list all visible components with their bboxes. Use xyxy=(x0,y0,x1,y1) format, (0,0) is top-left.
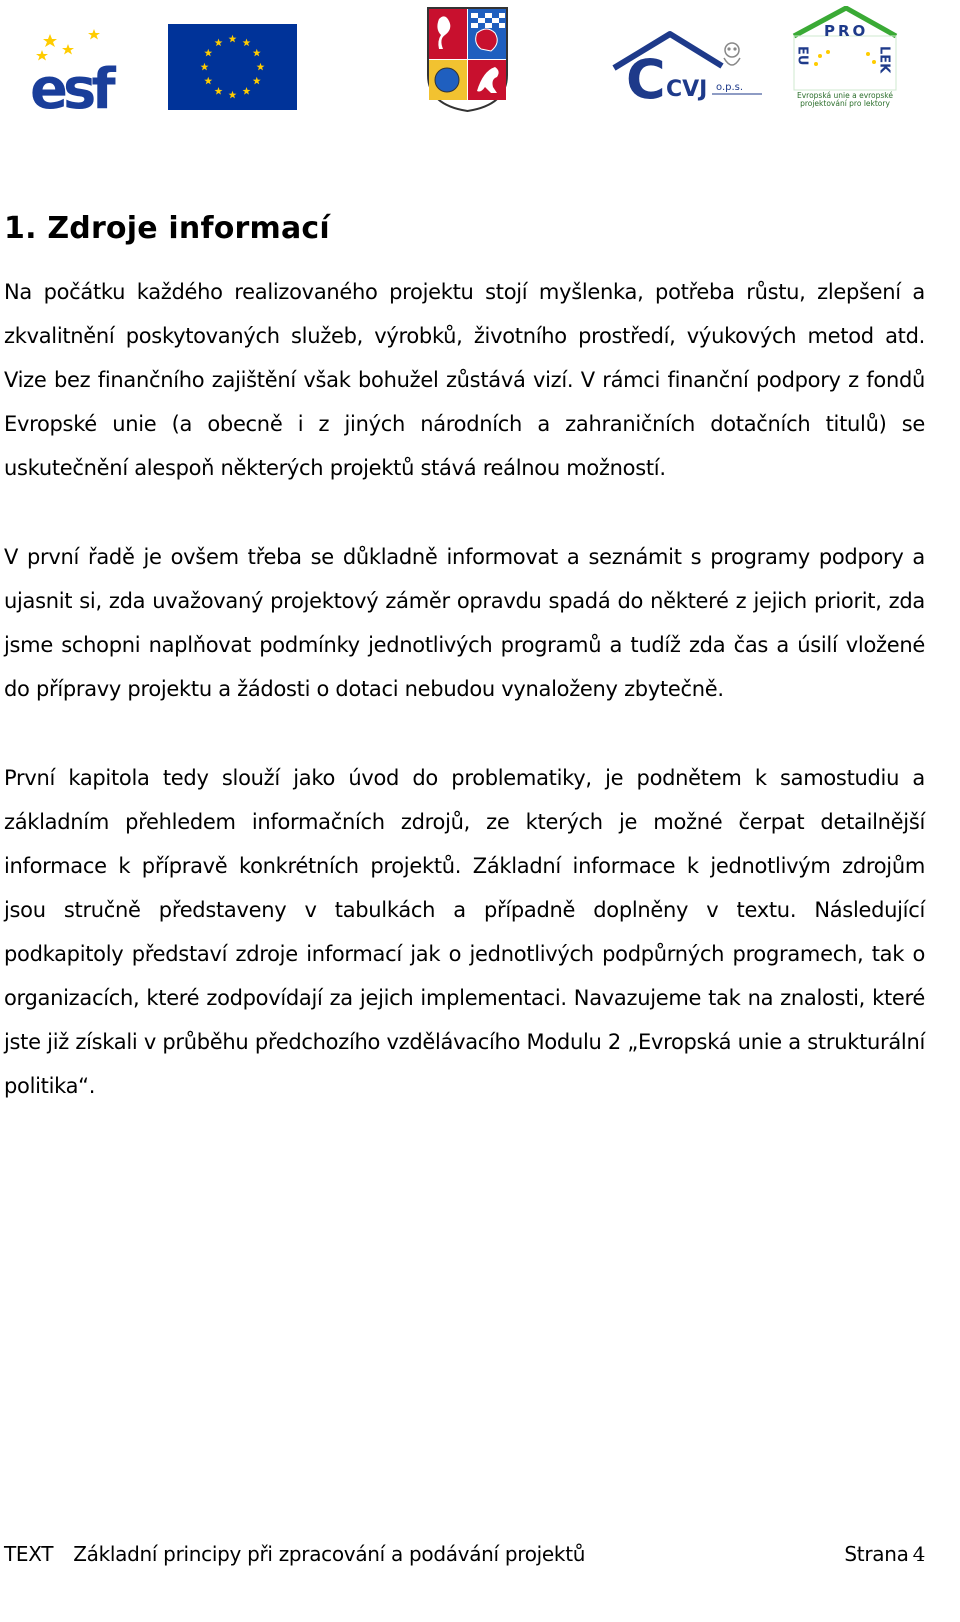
svg-text:Evropská unie a evropské: Evropská unie a evropské xyxy=(796,91,894,100)
eu-flag-logo xyxy=(168,24,297,110)
svg-text:esf: esf xyxy=(30,57,111,112)
eu-prolek-logo xyxy=(790,6,900,108)
svg-text:LEK: LEK xyxy=(876,46,892,74)
page-footer xyxy=(4,1540,925,1570)
ccvj-logo xyxy=(612,30,764,102)
footer-tag: TEXT xyxy=(4,1542,54,1566)
svg-text:CVJ: CVJ xyxy=(666,77,708,102)
esf-logo xyxy=(28,26,128,112)
footer-title: Základní principy při zpracování a podávání projektů xyxy=(73,1542,586,1566)
svg-text:PRO: PRO xyxy=(824,22,869,40)
svg-text:C: C xyxy=(626,48,666,102)
section-heading: 1. Zdroje informací xyxy=(4,211,330,246)
paragraph-chapter-overview: První kapitola tedy slouží jako úvod do problematiky, je podnětem k samostudiu a základním přehledem informačních zdrojů, ze kterých je možné čerpat detailnější informace k přípravě konkrétních projektů. Základní informace k jednotlivým zdrojům jsou stručně představeny v tabulkách a případně doplněny v textu. Následující podkapitoly představí zdroje informací jak o jednotlivých podpůrných programech, tak o organizacích, které zodpovídají za jejich implementaci. Navazujeme tak na znalosti, které jste již získali v průběhu předchozího vzdělávacího Modulu 2 „Evropská unie a strukturální politika“. xyxy=(4,766,925,1098)
coat-of-arms-logo xyxy=(425,5,510,113)
paragraph-first-step: V první řadě je ovšem třeba se důkladně informovat a seznámit s programy podpory a ujasnit si, zda uvažovaný projektový záměr opravdu spadá do některé z jejich priorit, zda jsme schopni naplňovat podmínky jednotlivých programů a tudíž zda čas a úsilí vložené do přípravy projektu a žádosti o dotaci nebudou vynaloženy zbytečně. xyxy=(4,545,925,701)
svg-text:EU: EU xyxy=(794,46,810,66)
svg-text:o.p.s.: o.p.s. xyxy=(716,82,744,93)
page-label: Strana xyxy=(844,1542,909,1566)
svg-text:projektování pro lektory: projektování pro lektory xyxy=(800,99,890,108)
page-number: 4 xyxy=(912,1542,925,1566)
logo-header xyxy=(0,0,960,130)
paragraph-intro: Na počátku každého realizovaného projektu stojí myšlenka, potřeba růstu, zlepšení a zkvalitnění poskytovaných služeb, výrobků, životního prostředí, výukových metod atd. Vize bez finančního zajištění však bohužel zůstává vizí. V rámci finanční podpory z fondů Evropské unie (a obecně i z jiných národních a zahraničních dotačních titulů) se uskutečnění alespoň některých projektů stává reálnou možností. xyxy=(4,280,925,480)
